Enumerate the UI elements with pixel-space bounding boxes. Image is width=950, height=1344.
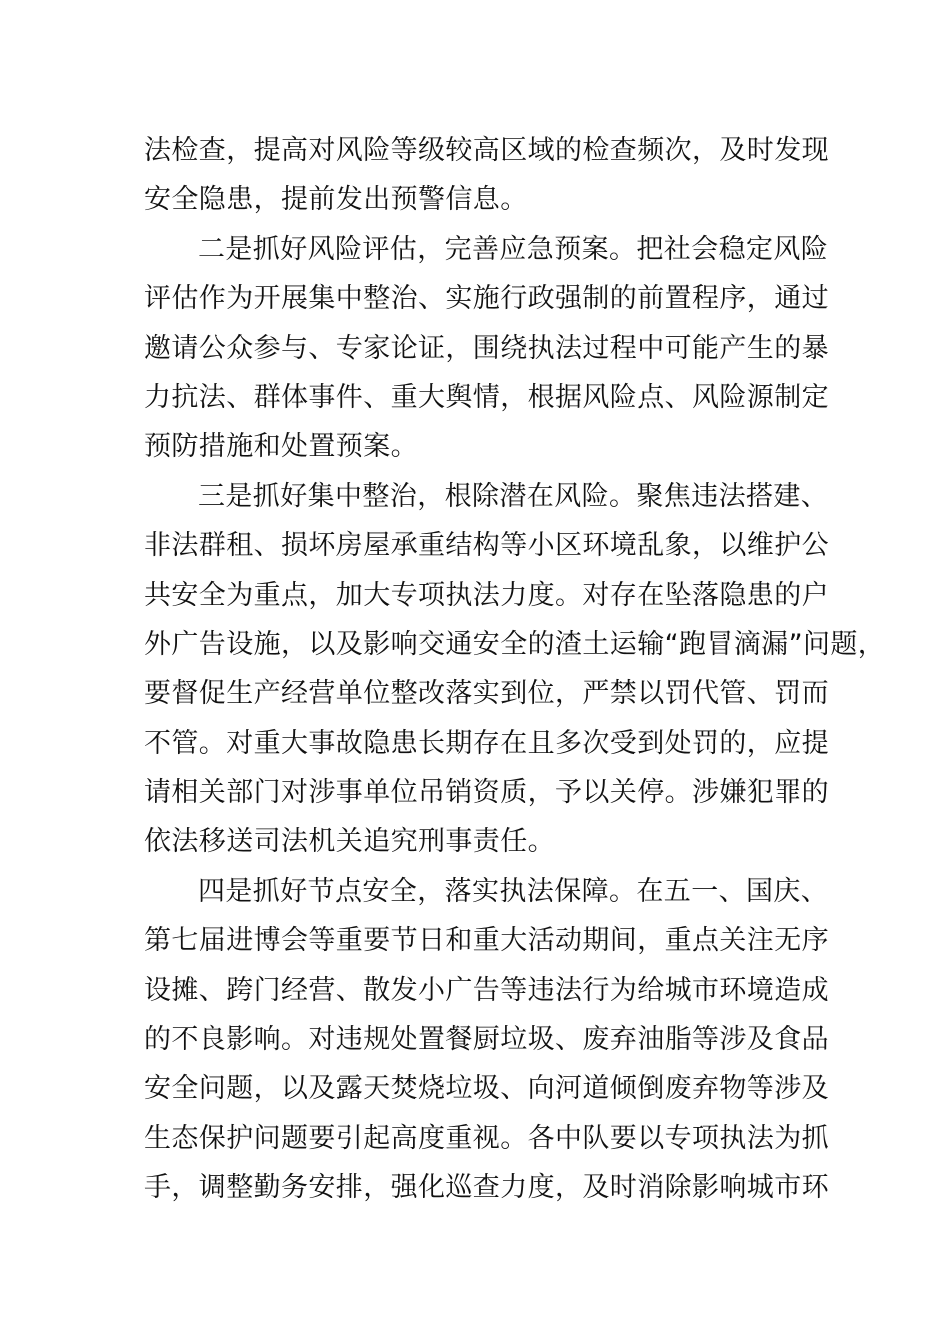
text-line: 法检查，提高对风险等级较高区域的检查频次，及时发现 xyxy=(144,135,829,166)
text-line: 预防措施和处置预案。 xyxy=(144,431,418,463)
text-line: 设摊、跨门经营、散发小广告等违法行为给城市环境造成 xyxy=(144,974,829,1006)
paragraph-start-line: 二是抓好风险评估，完善应急预案。把社会稳定风险 xyxy=(198,233,829,265)
text-line: 安全隐患，提前发出预警信息。 xyxy=(144,184,528,216)
text-line: 请相关部门对涉事单位吊销资质，予以关停。涉嫌犯罪的 xyxy=(144,777,829,809)
text-line: 安全问题，以及露天焚烧垃圾、向河道倾倒废弃物等涉及 xyxy=(144,1073,829,1105)
text-line: 的不良影响。对违规处置餐厨垃圾、废弃油脂等涉及食品 xyxy=(144,1024,829,1056)
text-line: 力抗法、群体事件、重大舆情，根据风险点、风险源制定 xyxy=(144,381,829,413)
text-line: 第七届进博会等重要节日和重大活动期间，重点关注无序 xyxy=(144,925,829,957)
text-line: 非法群租、损坏房屋承重结构等小区环境乱象，以维护公 xyxy=(144,530,829,562)
text-line: 外广告设施，以及影响交通安全的渣土运输“跑冒滴漏”问题， xyxy=(144,628,886,660)
text-line: 生态保护问题要引起高度重视。各中队要以专项执法为抓 xyxy=(144,1122,829,1154)
text-line: 共安全为重点，加大专项执法力度。对存在坠落隐患的户 xyxy=(144,579,829,611)
text-line: 手，调整勤务安排，强化巡查力度，及时消除影响城市环 xyxy=(144,1172,829,1204)
text-line: 邀请公众参与、专家论证，围绕执法过程中可能产生的暴 xyxy=(144,332,829,364)
text-line: 不管。对重大事故隐患长期存在且多次受到处罚的，应提 xyxy=(144,727,829,759)
paragraph-start-line: 四是抓好节点安全，落实执法保障。在五一、国庆、 xyxy=(198,875,829,907)
text-line: 要督促生产经营单位整改落实到位，严禁以罚代管、罚而 xyxy=(144,678,829,710)
text-line: 依法移送司法机关追究刑事责任。 xyxy=(144,826,555,858)
paragraph-start-line: 三是抓好集中整治，根除潜在风险。聚焦违法搭建、 xyxy=(198,480,829,512)
body-text xyxy=(144,126,886,1213)
text-line: 评估作为开展集中整治、实施行政强制的前置程序，通过 xyxy=(144,283,829,315)
